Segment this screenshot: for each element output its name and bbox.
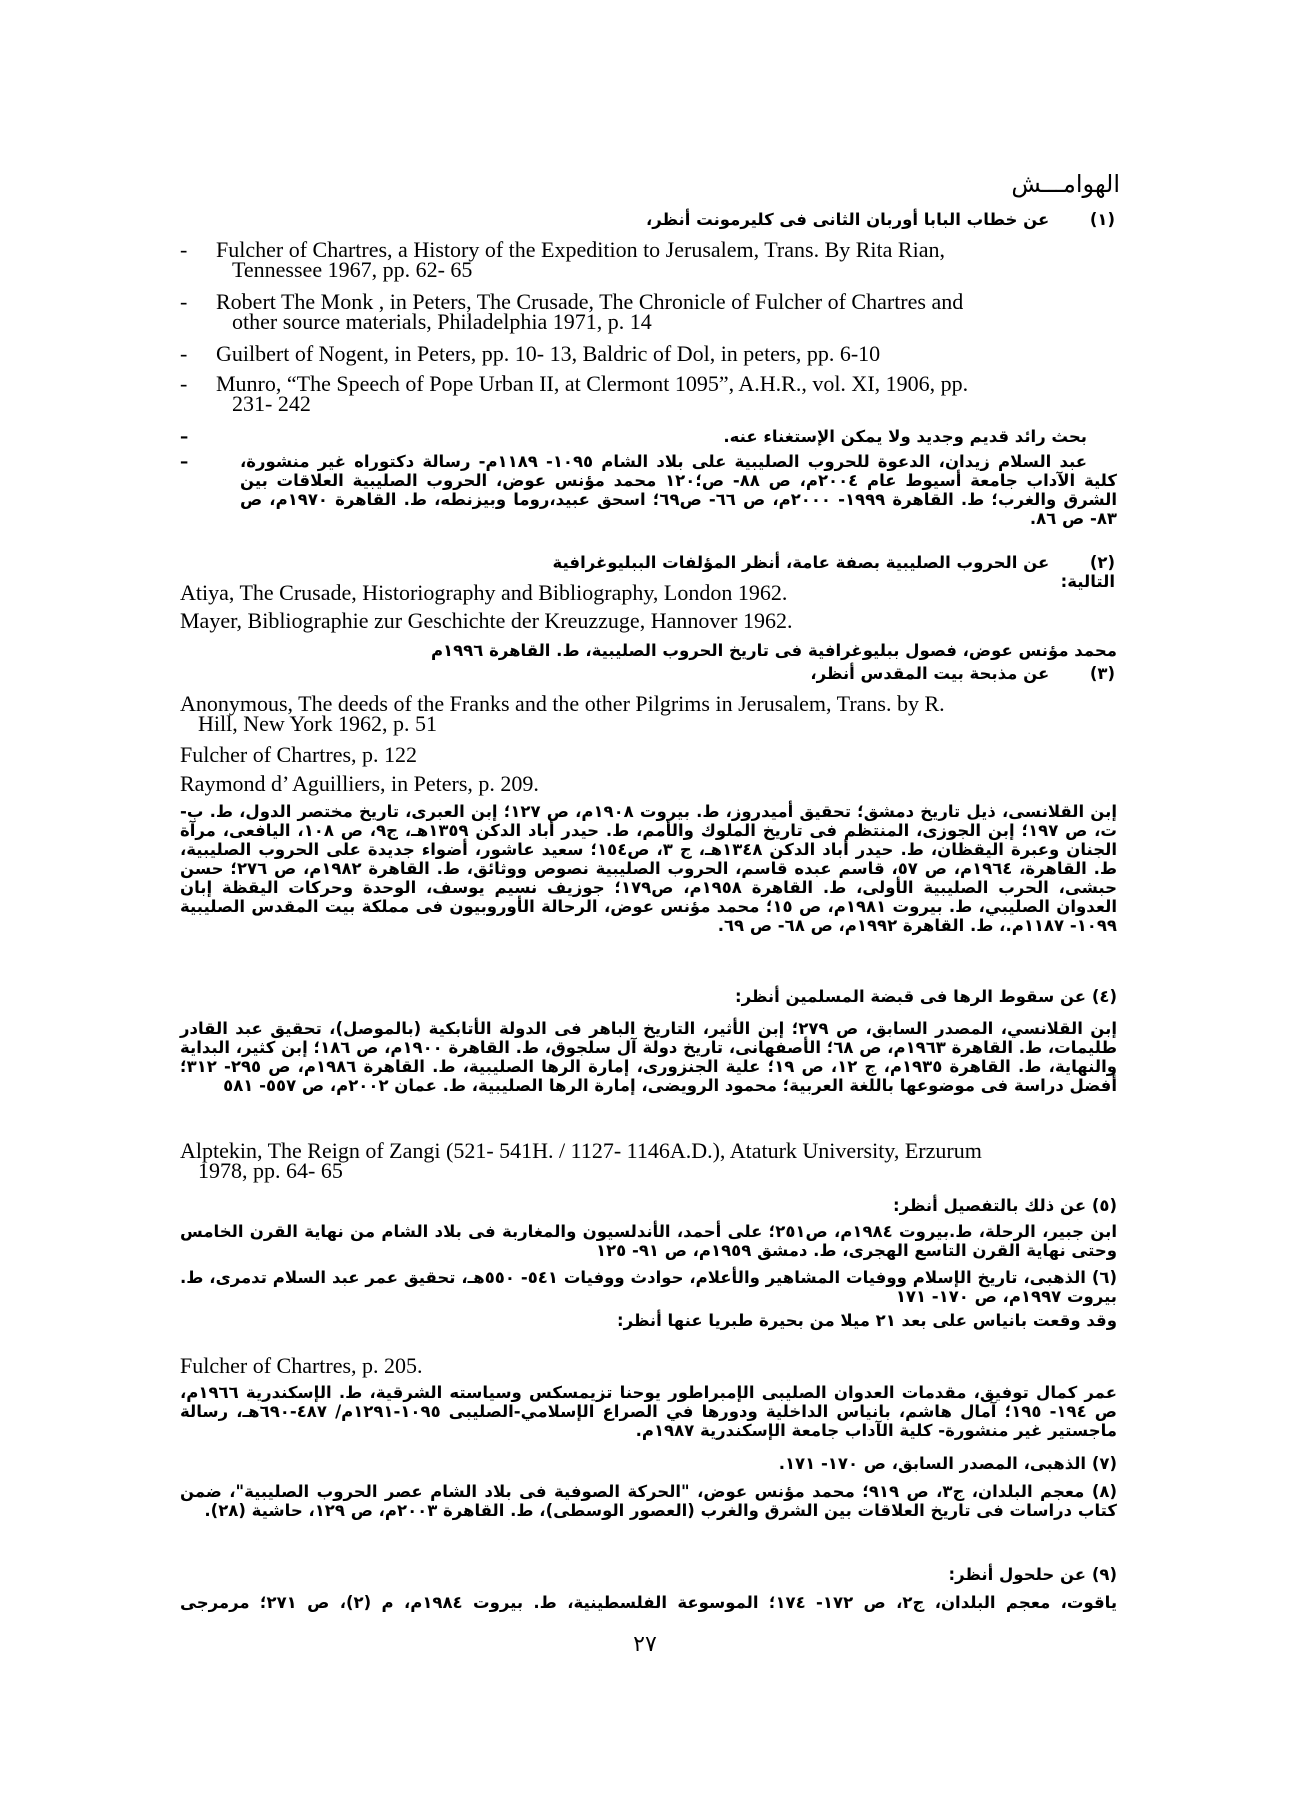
reference-line: Atiya, The Crusade, Historiography and Bibliography, London 1962. xyxy=(180,580,788,605)
page-heading: الهوامـــش xyxy=(1011,170,1120,198)
bullet-dash: - xyxy=(180,341,188,366)
reference-line: Robert The Monk , in Peters, The Crusade, The Chronicle of Fulcher of Chartres and xyxy=(216,289,964,314)
reference-line: Alptekin, The Reign of Zangi (521- 541H. / 1127- 1146A.D.), Ataturk University, Erzurum xyxy=(180,1138,982,1163)
reference-item xyxy=(180,341,1110,366)
reference-item xyxy=(180,1138,1110,1183)
reference-line: Mayer, Bibliographie zur Geschichte der Kreuzzuge, Hannover 1962. xyxy=(180,608,793,633)
note-8-text: (٨) معجم البلدان، ج٣، ص ٩١٩؛ محمد مؤنس عوض، "الحركة الصوفية فى بلاد الشام عصر الحروب الصليبية"، ضمن كتاب دراسات فى تاريخ العلاقات بين الشرق والغرب (العصور الوسطى)، ط. القاهرة ٢٠٠٣م، ص ١٢٩، حاشية (٢٨). xyxy=(180,1482,1117,1520)
reference-item xyxy=(180,691,1110,736)
reference-item xyxy=(180,289,1110,334)
reference-line: Munro, “The Speech of Pope Urban II, at Clermont 1095”, A.H.R., vol. XI, 1906, pp. xyxy=(216,371,969,396)
bullet-dash: - xyxy=(180,371,188,396)
arabic-reference-item xyxy=(180,452,1117,532)
reference-line: Anonymous, The deeds of the Franks and the other Pilgrims in Jerusalem, Trans. by R. xyxy=(180,691,945,716)
page-number: ٢٧ xyxy=(633,1632,657,1657)
note-1-heading xyxy=(500,210,1115,229)
bullet-dash: – xyxy=(180,427,189,446)
reference-continuation: 231- 242 xyxy=(232,391,311,416)
note-number: (٣) xyxy=(1089,664,1115,683)
note-4-heading: (٤) عن سقوط الرها فى قبضة المسلمين أنظر: xyxy=(734,987,1117,1006)
arabic-reference: ابن جبير، الرحلة، ط.بيروت ١٩٨٤م، ص٢٥١؛ على أحمد، الأندلسيون والمغاربة فى بلاد الشام من نهاية القرن الخامس وحتى نهاية القرن التاسع الهجرى، ط. دمشق ١٩٥٩م، ص ٩١- ١٢٥ xyxy=(180,1222,1118,1260)
reference-text: بحث رائد قديم وجديد ولا يمكن الإستغناء عنه. xyxy=(723,427,1087,446)
reference-continuation: Tennessee 1967, pp. 62- 65 xyxy=(232,257,473,282)
reference-line: Guilbert of Nogent, in Peters, pp. 10- 13, Baldric of Dol, in peters, pp. 6-10 xyxy=(216,341,881,366)
note-number: (١) xyxy=(1089,210,1115,229)
bullet-dash: - xyxy=(180,237,188,262)
note-text: عن الحروب الصليبية بصفة عامة، أنظر المؤلفات الببليوغرافية التالية: xyxy=(552,553,1115,591)
note-9-heading: (٩) عن حلحول أنظر: xyxy=(948,1565,1117,1584)
bullet-dash: - xyxy=(180,289,188,314)
reference-item xyxy=(180,371,1110,416)
reference-line: Fulcher of Chartres, p. 205. xyxy=(180,1353,423,1378)
arabic-reference: إبن القلانسى، ذيل تاريخ دمشق؛ تحقيق أميدروز، ط. بيروت ١٩٠٨م، ص ١٢٧؛ إبن العبرى، تاريخ مختصر الدول، ط. ب-ت، ص ١٩٧؛ إبن الجوزى، المنتظم فى تاريخ الملوك والأمم، ط. حيدر أباد الدكن ١٣٥٩هـ، ج٩، ص ١٠٨، اليافعى، مرآة الجنان وعبرة اليقظان، ط. حيدر أباد الدكن ١٣٤٨هـ، ج ٣، ص١٥٤؛ سعيد عاشور، أضواء جديدة على الحروب الصليبية، ط. القاهرة، ١٩٦٤م، ص ٥٧، قاسم عبده قاسم، الحروب الصليبية نصوص ووثائق، ط. القاهرة ١٩٨٢م، ص ٢٧٦؛ حسن حبشى، الحرب الصليبية الأولى، ط. القاهرة ١٩٥٨م، ص١٧٩؛ جوزيف نسيم يوسف، الوحدة وحركات اليقظة إبان العدوان الصليبي، ط. بيروت ١٩٨١م، ص ١٥؛ محمد مؤنس عوض، الرحالة الأوروبيون فى مملكة بيت المقدس الصليبية ١٠٩٩- ١١٨٧م.، ط. القاهرة ١٩٩٢م، ص ٦٨- ص ٦٩. xyxy=(180,802,1118,935)
arabic-reference-item xyxy=(180,427,1117,447)
note-text: عن خطاب البابا أوربان الثانى فى كليرمونت أنظر، xyxy=(645,210,1050,229)
reference-continuation: other source materials, Philadelphia 1971, p. 14 xyxy=(232,309,652,334)
arabic-reference: عمر كمال توفيق، مقدمات العدوان الصليبى الإمبراطور يوحنا تزيمسكس وسياسته الشرقية، ط. الإسكندرية ١٩٦٦م، ص ١٩٤- ١٩٥؛ آمال هاشم، بانياس الداخلية ودورها في الصراع الإسلامي-الصليبى ١٠٩٥-١٢٩١م/ ٤٨٧-٦٩٠هـ، رسالة ماجستير غير منشورة- كلية الآداب جامعة الإسكندرية ١٩٨٧م. xyxy=(180,1383,1117,1440)
bullet-dash: – xyxy=(180,452,189,471)
reference-line: Raymond d’ Aguilliers, in Peters, p. 209. xyxy=(180,771,539,796)
note-number: (٢) xyxy=(1089,553,1115,572)
reference-line: Fulcher of Chartres, p. 122 xyxy=(180,742,418,767)
reference-item xyxy=(180,237,1110,282)
arabic-reference: إبن القلانسي، المصدر السابق، ص ٢٧٩؛ إبن الأثير، التاريخ الباهر فى الدولة الأتابكية (بالموصل)، تحقيق عبد القادر طليمات، ط. القاهرة ١٩٦٣م، ص ٦٨؛ الأصفهانى، تاريخ دولة آل سلجوق، ط. القاهرة ١٩٠٠م، ص ١٨٦؛ إبن كثير، البداية والنهاية، ط. القاهرة ١٩٣٥م، ج ١٢، ص ١٩؛ علية الجنزورى، إمارة الرها الصليبية، ط. القاهرة ١٩٨٦م، ص ٢٩٥- ٣١٢؛ أفضل دراسة فى موضوعها باللغة العربية؛ محمود الرويضى، إمارة الرها الصليبية، ط. عمان ٢٠٠٢م، ص ٥٥٧- ٥٨١ xyxy=(180,1019,1118,1095)
note-5-heading: (٥) عن ذلك بالتفصيل أنظر: xyxy=(893,1196,1117,1215)
note-7-text: (٧) الذهبى، المصدر السابق، ص ١٧٠- ١٧١. xyxy=(778,1454,1117,1473)
note-6-text: (٦) الذهبى، تاريخ الإسلام ووفيات المشاهير والأعلام، حوادث ووفيات ٥٤١- ٥٥٠هـ، تحقيق عمر عبد السلام تدمرى، ط. بيروت ١٩٩٧م، ص ١٧٠- ١٧١ xyxy=(180,1268,1117,1306)
note-text: عن مذبحة بيت المقدس أنظر، xyxy=(810,664,1050,683)
note-3-heading xyxy=(500,664,1115,683)
reference-text: عبد السلام زيدان، الدعوة للحروب الصليبية على بلاد الشام ١٠٩٥- ١١٨٩م- رسالة دكتوراه غير منشورة، كلية الآداب جامعة أسيوط عام ٢٠٠٤م، ص ٨٨- ص؛١٢٠ محمد مؤنس عوض، الحروب الصليبية العلاقات بين الشرق والغرب؛ ط. القاهرة ١٩٩٩- ٢٠٠٠م، ص ٦٦- ص٦٩؛ اسحق عبيد،روما وبيزنطه، ط. القاهرة ١٩٧٠م، ص ٨٣- ص ٨٦. xyxy=(240,452,1118,528)
reference-continuation: 1978, pp. 64- 65 xyxy=(198,1158,343,1183)
reference-line: Fulcher of Chartres, a History of the Expedition to Jerusalem, Trans. By Rita Rian, xyxy=(216,237,945,262)
arabic-reference: محمد مؤنس عوض، فصول ببليوغرافية فى تاريخ الحروب الصليبية، ط. القاهرة ١٩٩٦م xyxy=(430,641,1117,660)
reference-continuation: Hill, New York 1962, p. 51 xyxy=(198,711,437,736)
note-6-subnote: وقد وقعت بانياس على بعد ٢١ ميلا من بحيرة طبريا عنها أنظر: xyxy=(617,1311,1117,1330)
arabic-reference: ياقوت، معجم البلدان، ج٢، ص ١٧٢- ١٧٤؛ الموسوعة الفلسطينية، ط. بيروت ١٩٨٤م، م (٢)، ص ٢٧١؛ مرمرجى xyxy=(180,1593,1118,1612)
